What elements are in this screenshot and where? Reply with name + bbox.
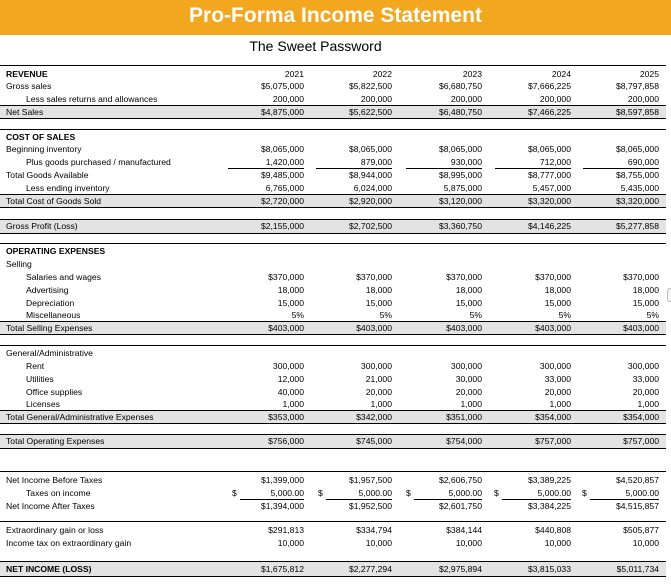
cell: $353,000 [268, 412, 304, 422]
row-label: Rent [26, 361, 45, 371]
cell: $8,995,000 [438, 170, 482, 180]
cell: $8,065,000 [438, 144, 482, 154]
cell: $1,957,500 [348, 475, 392, 485]
cell: $4,515,857 [615, 501, 659, 511]
table-row [0, 373, 666, 385]
currency-symbol: $ [232, 488, 237, 498]
cell: $370,000 [268, 272, 304, 282]
row-label: Total Operating Expenses [6, 436, 105, 446]
cell: 1,000 [460, 399, 482, 409]
year-cell: 2025 [639, 69, 659, 79]
row-label: Depreciation [26, 298, 75, 308]
cell: $354,000 [623, 412, 659, 422]
total-rule [0, 576, 666, 577]
cell: $1,952,500 [348, 501, 392, 511]
section-rule [0, 243, 666, 244]
cell: 10,000 [544, 538, 571, 548]
cell: $354,000 [535, 412, 571, 422]
cell: 200,000 [539, 94, 571, 104]
cell: $370,000 [623, 272, 659, 282]
cell: 33,000 [544, 374, 571, 384]
company-name: The Sweet Password [249, 38, 382, 54]
subsection-heading-row [0, 258, 666, 270]
cell: $5,075,000 [260, 81, 304, 91]
cell: 30,000 [455, 374, 482, 384]
row-label: Total Selling Expenses [6, 323, 93, 333]
cell: $370,000 [535, 272, 571, 282]
cell: $8,597,858 [615, 107, 659, 117]
row-label: Net Income Before Taxes [6, 475, 103, 485]
ga-heading: General/Administrative [6, 348, 93, 358]
table-row [0, 474, 666, 486]
section-rule [0, 471, 666, 472]
year-cell: 2022 [372, 69, 392, 79]
cell: $2,277,294 [348, 564, 392, 574]
table-row [0, 143, 666, 155]
cell: $403,000 [446, 323, 482, 333]
year-header-row [0, 68, 666, 80]
cell: 5% [558, 310, 571, 320]
section-heading-row [0, 131, 666, 143]
row-label: Gross sales [6, 81, 52, 91]
cell: $370,000 [446, 272, 482, 282]
table-row [0, 284, 666, 296]
cell: $291,813 [268, 525, 304, 535]
table-row [0, 500, 666, 512]
cell: 200,000 [272, 94, 304, 104]
row-label: Taxes on income [26, 488, 91, 498]
cell: 5,435,000 [620, 183, 659, 193]
cell: $3,120,000 [438, 196, 482, 206]
cell: 300,000 [539, 361, 571, 371]
cell: 1,420,000 [265, 157, 304, 167]
cell: 1,000 [370, 399, 392, 409]
cell: $403,000 [268, 323, 304, 333]
cell: $2,606,750 [438, 475, 482, 485]
cell: $4,146,225 [527, 221, 571, 231]
net-income-row [0, 563, 666, 575]
cell: $8,065,000 [260, 144, 304, 154]
cell: $505,877 [623, 525, 659, 535]
cell: 20,000 [455, 387, 482, 397]
cell: $7,666,225 [527, 81, 571, 91]
cell: $6,680,750 [438, 81, 482, 91]
cell: 200,000 [450, 94, 482, 104]
subsection-heading-row [0, 347, 666, 359]
currency-symbol: $ [582, 488, 587, 498]
cell: $2,601,750 [438, 501, 482, 511]
row-label: Extraordinary gain or loss [6, 525, 104, 535]
cell: $754,000 [446, 436, 482, 446]
cell: $745,000 [356, 436, 392, 446]
cell: 33,000 [632, 374, 659, 384]
table-row [0, 220, 666, 232]
currency-symbol: $ [406, 488, 411, 498]
cell: 40,000 [277, 387, 304, 397]
table-row [0, 411, 666, 423]
selling-heading: Selling [6, 259, 32, 269]
cell: 18,000 [544, 285, 571, 295]
cell: 10,000 [277, 538, 304, 548]
table-row [0, 360, 666, 372]
cell: $5,822,500 [348, 81, 392, 91]
row-label: Net Income After Taxes [6, 501, 95, 511]
cell: $5,011,734 [616, 564, 659, 574]
table-row [0, 435, 666, 447]
cell: 5,000.00 [358, 488, 392, 498]
page-title: Pro-Forma Income Statement [189, 4, 482, 27]
table-row [0, 309, 666, 321]
row-label: Salaries and wages [26, 272, 102, 282]
table-row [0, 169, 666, 181]
operating-expenses-heading: OPERATING EXPENSES [6, 246, 106, 256]
table-row [0, 524, 666, 536]
cell: $2,720,000 [260, 196, 304, 206]
row-label: Beginning inventory [6, 144, 82, 154]
year-cell: 2024 [551, 69, 571, 79]
cell: 200,000 [360, 94, 392, 104]
currency-symbol: $ [494, 488, 499, 498]
row-label: Licenses [26, 399, 60, 409]
cell: $1,399,000 [260, 475, 304, 485]
cell: $334,794 [356, 525, 392, 535]
cell: 5% [291, 310, 304, 320]
cell: $3,360,750 [438, 221, 482, 231]
cell: 18,000 [365, 285, 392, 295]
cell: 879,000 [360, 157, 392, 167]
row-label: Office supplies [26, 387, 83, 397]
cell: 300,000 [272, 361, 304, 371]
cell: $384,144 [446, 525, 482, 535]
cell: $8,777,000 [527, 170, 571, 180]
year-cell: 2021 [284, 69, 304, 79]
cell: 712,000 [539, 157, 571, 167]
table-row [0, 297, 666, 309]
cell: $4,875,000 [260, 107, 304, 117]
cell: 930,000 [450, 157, 482, 167]
cell: 5% [379, 310, 392, 320]
cell: $2,155,000 [260, 221, 304, 231]
row-label: Total Goods Available [6, 170, 89, 180]
cell: $6,480,750 [438, 107, 482, 117]
cell: 21,000 [365, 374, 392, 384]
cell: $8,797,858 [615, 81, 659, 91]
table-row [0, 386, 666, 398]
cell: 5,875,000 [443, 183, 482, 193]
row-label: Income tax on extraordinary gain [6, 538, 132, 548]
cell: 690,000 [627, 157, 659, 167]
cell: 5,457,000 [532, 183, 571, 193]
cell: $8,944,000 [348, 170, 392, 180]
row-label: Gross Profit (Loss) [6, 221, 78, 231]
cell: 300,000 [450, 361, 482, 371]
cell: 15,000 [455, 298, 482, 308]
cell: 20,000 [365, 387, 392, 397]
cell: $403,000 [535, 323, 571, 333]
row-label: Utilities [26, 374, 54, 384]
year-cell: 2023 [462, 69, 482, 79]
cell: $8,065,000 [527, 144, 571, 154]
cell: 10,000 [365, 538, 392, 548]
cell: $3,389,225 [527, 475, 571, 485]
table-row [0, 93, 666, 105]
cell: $370,000 [356, 272, 392, 282]
section-rule [0, 345, 666, 346]
cell: $2,920,000 [348, 196, 392, 206]
cell: $757,000 [623, 436, 659, 446]
cell: $403,000 [356, 323, 392, 333]
cell: 5% [469, 310, 482, 320]
cell: 5,000.00 [625, 488, 659, 498]
cell: 6,024,000 [353, 183, 392, 193]
row-label: Less sales returns and allowances [26, 94, 158, 104]
table-row [0, 80, 666, 92]
table-row [0, 182, 666, 194]
cell: 15,000 [277, 298, 304, 308]
currency-symbol: $ [318, 488, 323, 498]
row-label: Total General/Administrative Expenses [6, 412, 154, 422]
row-label: NET INCOME (LOSS) [6, 564, 92, 574]
row-label: Miscellaneous [26, 310, 81, 320]
cell: 300,000 [360, 361, 392, 371]
cell: $8,065,000 [348, 144, 392, 154]
total-rule [0, 423, 666, 424]
total-rule [0, 448, 666, 449]
cell: $403,000 [623, 323, 659, 333]
cell: $1,675,812 [260, 564, 304, 574]
section-rule [0, 521, 666, 522]
cell: 300,000 [627, 361, 659, 371]
cell: 10,000 [632, 538, 659, 548]
row-label: Advertising [26, 285, 69, 295]
total-rule [0, 207, 666, 208]
cell: $3,815,033 [527, 564, 571, 574]
cell: 18,000 [455, 285, 482, 295]
cell: 20,000 [632, 387, 659, 397]
cell: $2,702,500 [348, 221, 392, 231]
cell: 15,000 [544, 298, 571, 308]
cell: 20,000 [544, 387, 571, 397]
cell: $3,320,000 [527, 196, 571, 206]
cell: $8,755,000 [615, 170, 659, 180]
cell: $757,000 [535, 436, 571, 446]
cell: $9,485,000 [260, 170, 304, 180]
cell: $351,000 [446, 412, 482, 422]
row-label: Net Sales [6, 107, 44, 117]
cell: $5,277,858 [615, 221, 659, 231]
table-row [0, 271, 666, 283]
cell: 18,000 [632, 285, 659, 295]
section-heading-row [0, 245, 666, 257]
total-rule [0, 334, 666, 335]
title-banner [0, 0, 671, 35]
table-row [0, 398, 666, 410]
table-row [0, 322, 666, 334]
cell: 5,000.00 [537, 488, 571, 498]
header-rule [0, 65, 666, 66]
cell: 5% [646, 310, 659, 320]
cell: $8,065,000 [615, 144, 659, 154]
cell: $1,394,000 [260, 501, 304, 511]
cell: $3,384,225 [527, 501, 571, 511]
table-row [0, 537, 666, 549]
cell: 18,000 [277, 285, 304, 295]
cell: $342,000 [356, 412, 392, 422]
cell: $3,320,000 [615, 196, 659, 206]
section-rule [0, 129, 666, 130]
cell: 15,000 [365, 298, 392, 308]
table-row [0, 156, 666, 168]
cost-of-sales-heading: COST OF SALES [6, 132, 76, 142]
total-rule [0, 118, 666, 119]
cell: $756,000 [268, 436, 304, 446]
table-row [0, 195, 666, 207]
scroll-handle[interactable] [667, 288, 671, 302]
cell: $2,975,894 [438, 564, 482, 574]
table-row [0, 106, 666, 118]
row-label: Less ending inventory [26, 183, 110, 193]
cell: 5,000.00 [270, 488, 304, 498]
table-row [0, 487, 666, 499]
cell: $4,520,857 [615, 475, 659, 485]
cell: $440,808 [535, 525, 571, 535]
cell: 12,000 [277, 374, 304, 384]
cell: 10,000 [455, 538, 482, 548]
row-label: Total Cost of Goods Sold [6, 196, 102, 206]
cell: 1,000 [549, 399, 571, 409]
cell: 5,000.00 [448, 488, 482, 498]
total-rule [0, 233, 666, 234]
row-label: Plus goods purchased / manufactured [26, 157, 171, 167]
cell: 15,000 [632, 298, 659, 308]
cell: $5,622,500 [348, 107, 392, 117]
cell: 200,000 [627, 94, 659, 104]
revenue-heading: REVENUE [6, 69, 48, 79]
cell: 1,000 [282, 399, 304, 409]
cell: 6,765,000 [265, 183, 304, 193]
cell: $7,466,225 [527, 107, 571, 117]
cell: 1,000 [637, 399, 659, 409]
